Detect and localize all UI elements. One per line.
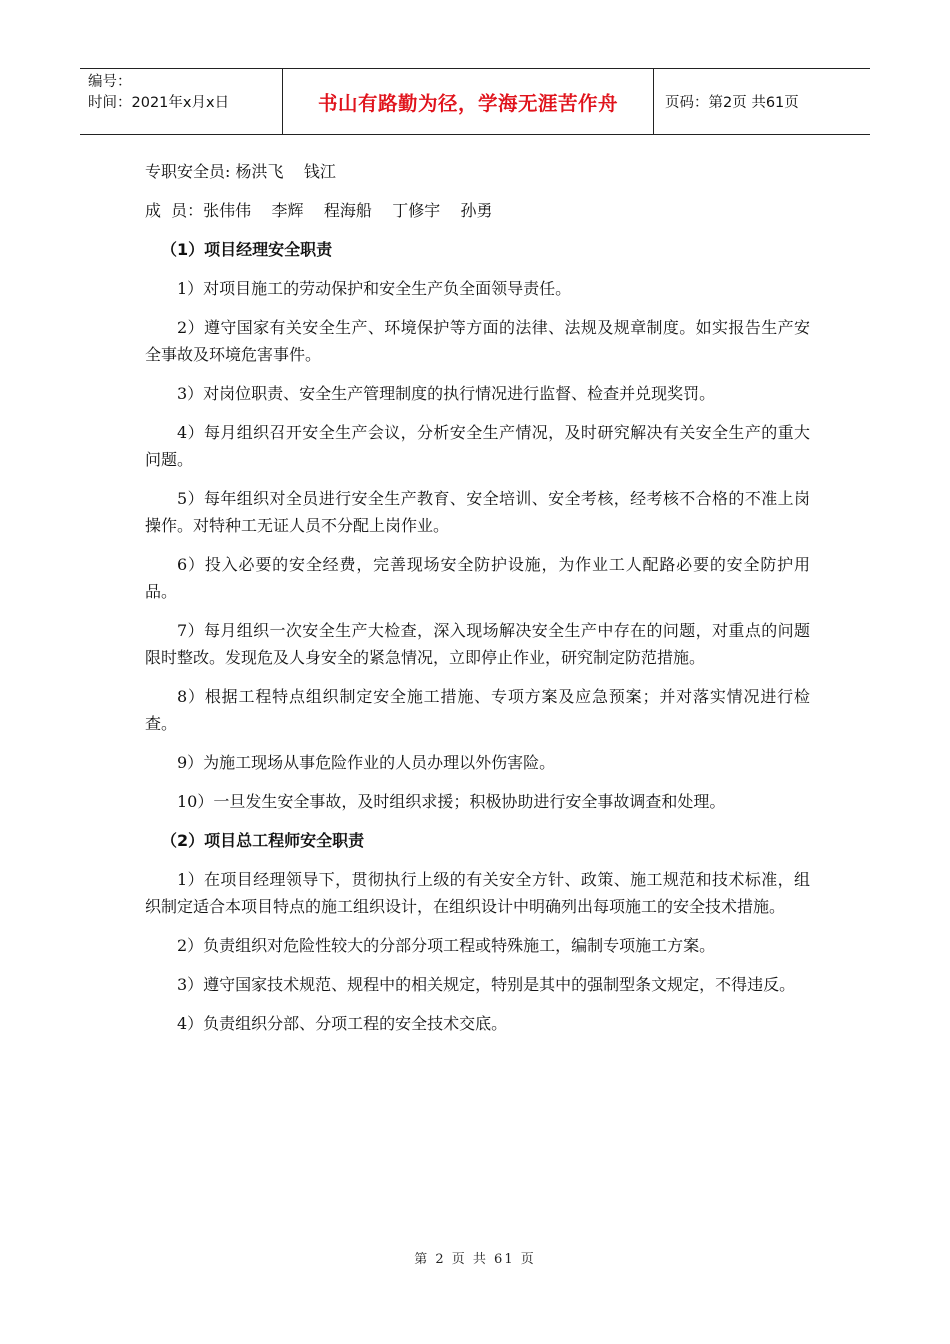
document-header — [80, 68, 870, 135]
page-footer: 第 2 页 共 61 页 — [414, 1252, 536, 1267]
header-page-info: 页码：第2页 共61页 — [665, 95, 799, 111]
duty-paragraph: 1）对项目施工的劳动保护和安全生产负全面领导责任。 — [177, 279, 572, 298]
header-motto: 书山有路勤为径，学海无涯苦作舟 — [283, 69, 654, 134]
duty-paragraph: 6）投入必要的安全经费，完善现场安全防护设施，为作业工人配路必要的安全防护用品。 — [145, 555, 810, 601]
safety-officers-line: 专职安全员: 杨洪飞 钱江 — [145, 162, 336, 181]
duty-paragraph: 7）每月组织一次安全生产大检查，深入现场解决安全生产中存在的问题，对重点的问题限时整改。发现危及人身安全的紧急情况，立即停止作业，研究制定防范措施。 — [145, 621, 810, 667]
duty-paragraph: 10）一旦发生安全事故，及时组织求援；积极协助进行安全事故调查和处理。 — [177, 792, 726, 811]
duty-paragraph: 2）遵守国家有关安全生产、环境保护等方面的法律、法规及规章制度。如实报告生产安全事故及环境危害事件。 — [145, 318, 810, 364]
header-meta-cell — [80, 69, 283, 134]
document-time-label: 时间：2021年x月x日 — [88, 95, 230, 111]
document-body — [145, 158, 810, 1049]
duty-paragraph: 8）根据工程特点组织制定安全施工措施、专项方案及应急预案；并对落实情况进行检查。 — [145, 687, 810, 733]
document-number-label: 编号： — [88, 74, 132, 90]
section-heading-chief-engineer: （2）项目总工程师安全职责 — [161, 831, 365, 850]
duty-paragraph: 9）为施工现场从事危险作业的人员办理以外伤害险。 — [177, 753, 556, 772]
members-line: 成 员：张伟伟 李辉 程海船 丁修宇 孙勇 — [145, 201, 493, 220]
duty-paragraph: 3）对岗位职责、安全生产管理制度的执行情况进行监督、检查并兑现奖罚。 — [177, 384, 716, 403]
duty-paragraph: 2）负责组织对危险性较大的分部分项工程或特殊施工，编制专项施工方案。 — [177, 936, 716, 955]
duty-paragraph: 3）遵守国家技术规范、规程中的相关规定，特别是其中的强制型条文规定，不得违反。 — [177, 975, 796, 994]
duty-paragraph: 1）在项目经理领导下，贯彻执行上级的有关安全方针、政策、施工规范和技术标准，组织制定适合本项目特点的施工组织设计，在组织设计中明确列出每项施工的安全技术措施。 — [145, 870, 810, 916]
section-heading-project-manager: （1）项目经理安全职责 — [161, 240, 333, 259]
duty-paragraph: 4）每月组织召开安全生产会议，分析安全生产情况，及时研究解决有关安全生产的重大问题。 — [145, 423, 810, 469]
duty-paragraph: 4）负责组织分部、分项工程的安全技术交底。 — [177, 1014, 508, 1033]
duty-paragraph: 5）每年组织对全员进行安全生产教育、安全培训、安全考核，经考核不合格的不准上岗操作。对特种工无证人员不分配上岗作业。 — [145, 489, 810, 535]
